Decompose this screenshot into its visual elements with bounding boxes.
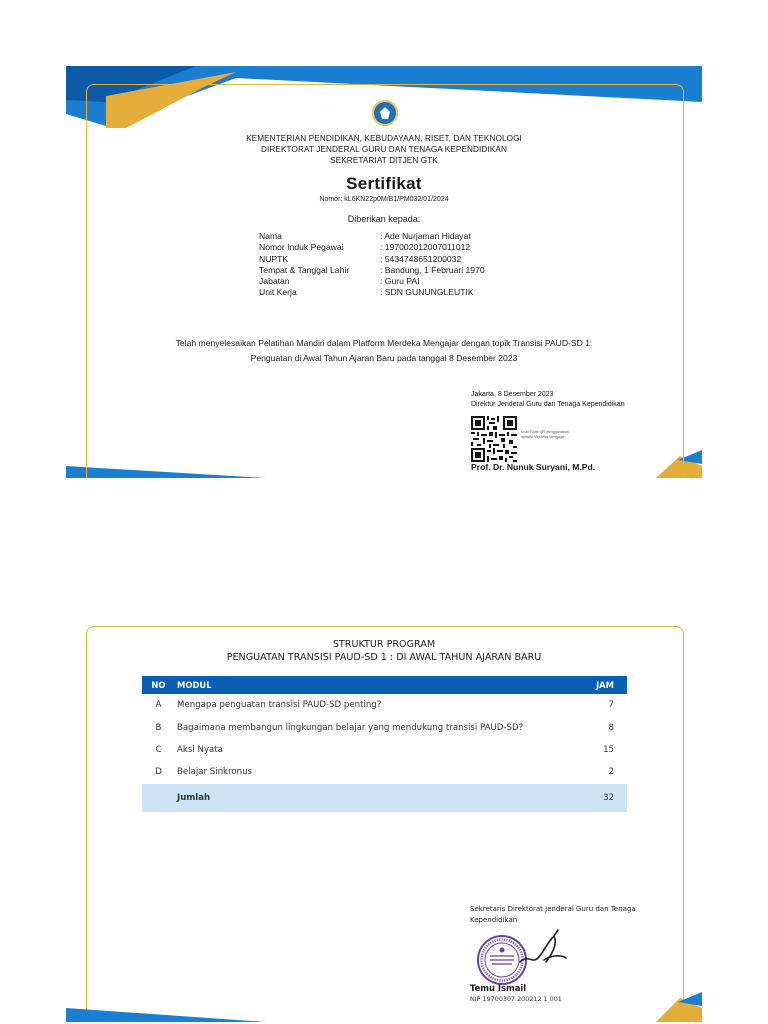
info-value: : Ade Nurjaman Hidayat bbox=[380, 231, 471, 241]
info-row-name bbox=[259, 231, 485, 242]
ministry-line: KEMENTERIAN PENDIDIKAN, KEBUDAYAAN, RISET, DAN TEKNOLOGI bbox=[246, 134, 522, 143]
cell-jam: 2 bbox=[608, 767, 614, 778]
secretariat-line: SEKRETARIAT DITJEN GTK bbox=[330, 156, 438, 165]
info-row-nip bbox=[259, 242, 485, 253]
info-label: Nama bbox=[259, 231, 282, 241]
cell-no: D bbox=[155, 767, 162, 778]
total-label: Jumlah bbox=[175, 784, 587, 812]
info-row-position bbox=[259, 276, 485, 287]
info-row-nuptk bbox=[259, 254, 485, 265]
info-label: Unit Kerja bbox=[259, 287, 297, 298]
header-jam: JAM bbox=[587, 676, 627, 694]
qr-note-line: aplikasi Merdeka Mengajar bbox=[521, 435, 564, 439]
cell-jam: 15 bbox=[603, 744, 614, 755]
statement-line: Penguatan di Awal Tahun Ajaran Baru pada tanggal 8 Desember 2023 bbox=[250, 353, 518, 363]
sign-role bbox=[470, 904, 650, 925]
cell-modul: Aksi Nyata bbox=[177, 744, 223, 755]
qr-code-icon bbox=[471, 416, 517, 462]
info-label: Jabatan bbox=[259, 276, 290, 287]
total-jam: 32 bbox=[587, 784, 627, 812]
ministry-header bbox=[66, 133, 702, 166]
program-subtitle-line: PENGUATAN TRANSISI PAUD-SD 1 : DI AWAL TAHUN AJARAN BARU bbox=[226, 652, 542, 663]
info-value: : Bandung, 1 Februari 1970 bbox=[380, 264, 485, 275]
directorate-line: DIREKTORAT JENDERAL GURU DAN TENAGA KEPENDIDIKAN bbox=[261, 145, 507, 154]
sign-role-line: Kependidikan bbox=[470, 915, 518, 924]
completion-statement bbox=[66, 336, 702, 366]
signer-name: Temu Ismail bbox=[470, 983, 527, 993]
info-row-unit bbox=[259, 287, 485, 298]
recipient-info bbox=[259, 231, 485, 299]
statement-line: Telah menyelesaikan Pelatihan Mandiri dalam Platform Merdeka Mengajar dengan topik Transisi PAUD-SD 1: bbox=[175, 338, 593, 348]
table-row bbox=[142, 716, 627, 738]
table-row bbox=[142, 694, 627, 716]
info-row-birth bbox=[259, 265, 485, 276]
cell-jam: 7 bbox=[608, 700, 614, 711]
cell-modul: Belajar Sinkronus bbox=[177, 767, 252, 778]
program-table bbox=[142, 676, 627, 812]
cell-no: B bbox=[155, 722, 162, 733]
info-label: Nomor Induk Pegawai bbox=[259, 242, 344, 253]
certificate-number: Nomor: kL6KN22p0M/B1/PM032/01/2024 bbox=[319, 196, 449, 203]
qr-note bbox=[521, 430, 601, 440]
certificate-signature-block bbox=[471, 390, 671, 472]
table-header-row bbox=[142, 676, 627, 694]
cell-no: A bbox=[155, 700, 162, 711]
certificate-page bbox=[66, 66, 702, 478]
cell-modul: Mengapa penguatan transisi PAUD-SD penting? bbox=[177, 700, 382, 711]
table-total-row bbox=[142, 784, 627, 812]
program-structure-page bbox=[66, 618, 702, 1022]
sign-role: Direktur Jenderal Guru dan Tenaga Kependidikan bbox=[471, 401, 625, 408]
info-label: NUPTK bbox=[259, 253, 289, 264]
qr-note-line: Scan Kode QR menggunakan bbox=[521, 430, 569, 434]
program-title bbox=[66, 638, 702, 664]
certificate-title: Sertifikat bbox=[346, 174, 422, 193]
handwritten-signature-icon bbox=[514, 924, 574, 974]
signer-nip: NIP 19700307 200212 1 001 bbox=[470, 995, 562, 1003]
table-row bbox=[142, 739, 627, 761]
tut-wuri-handayani-logo bbox=[372, 100, 398, 126]
sign-role-line: Sekretaris Direktorat Jenderal Guru dan Tenaga bbox=[470, 905, 636, 913]
info-value: : 197002012007011012 bbox=[380, 242, 471, 253]
info-value: : SDN GUNUNGLEUTIK bbox=[380, 287, 474, 298]
info-value: : 5434748651200032 bbox=[380, 253, 462, 264]
program-title-line: STRUKTUR PROGRAM bbox=[332, 639, 436, 650]
table-row bbox=[142, 761, 627, 783]
header-modul: MODUL bbox=[175, 676, 587, 694]
signer-name: Prof. Dr. Nunuk Suryani, M.Pd. bbox=[471, 462, 596, 472]
program-signature-block bbox=[470, 904, 670, 1003]
info-value: : Guru PAI bbox=[380, 276, 420, 287]
sign-date: Jakarta, 8 Desember 2023 bbox=[471, 391, 554, 398]
cell-no-empty bbox=[142, 784, 175, 812]
cell-jam: 8 bbox=[608, 722, 614, 733]
cell-modul: Bagaimana membangun lingkungan belajar yang mendukung transisi PAUD-SD? bbox=[177, 722, 524, 733]
header-no: NO bbox=[142, 676, 175, 694]
cell-no: C bbox=[155, 744, 162, 755]
given-to-label: Diberikan kepada: bbox=[347, 214, 421, 224]
info-label: Tempat & Tanggal Lahir bbox=[259, 264, 350, 275]
